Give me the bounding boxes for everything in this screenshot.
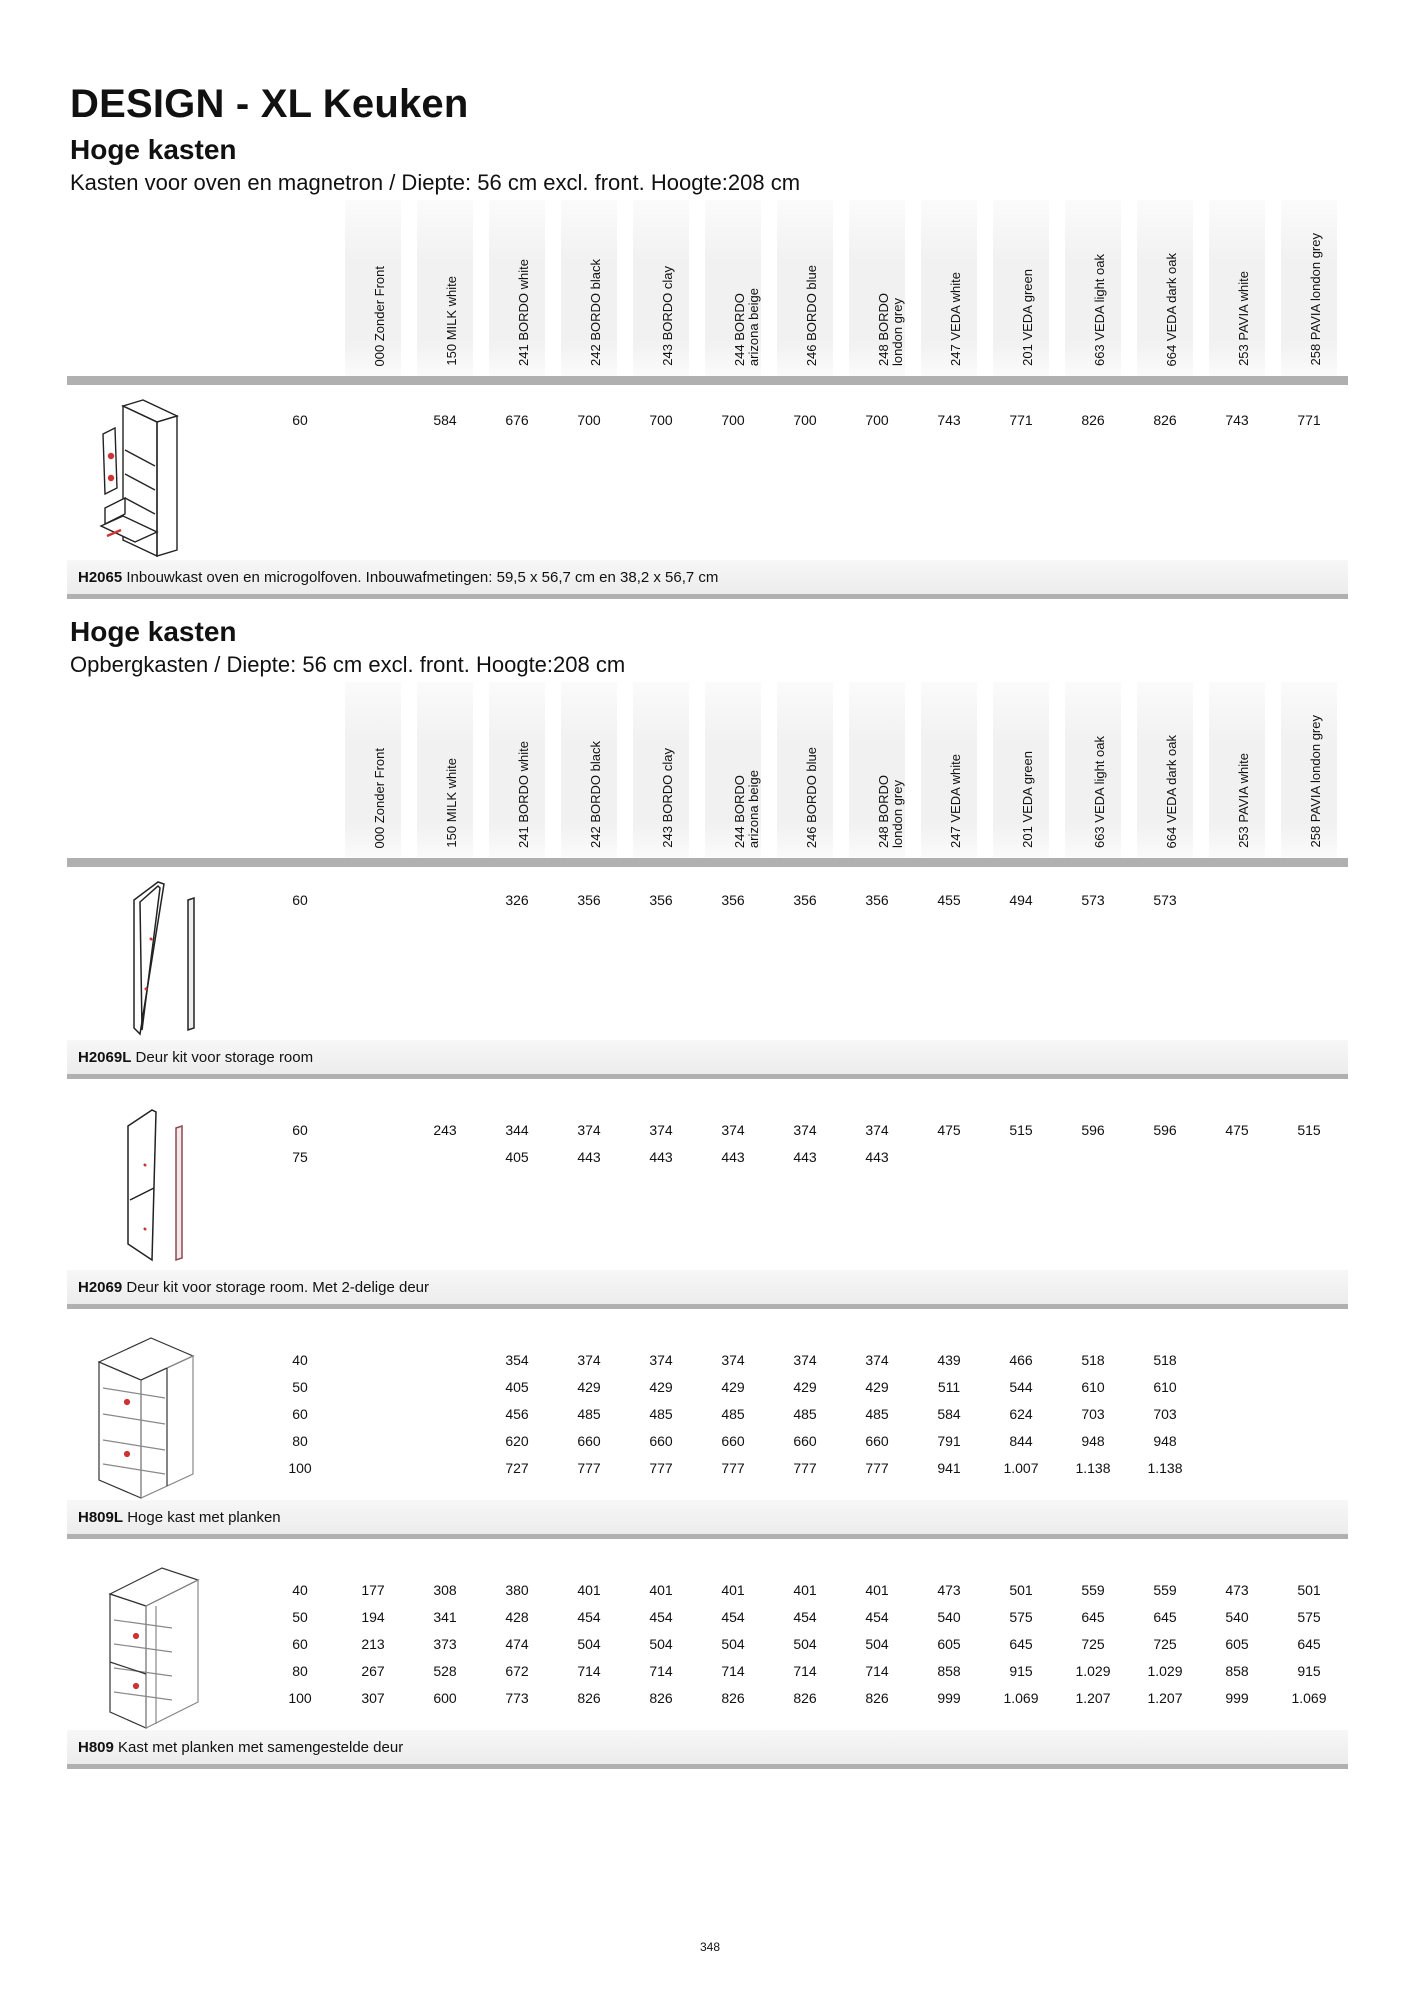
price-cell: 374 bbox=[721, 1352, 745, 1368]
price-cell: 504 bbox=[649, 1636, 673, 1652]
price-cell: 1.069 bbox=[1291, 1690, 1327, 1706]
column-header-label: 664 VEDA dark oak bbox=[1164, 734, 1179, 848]
column-header-label: 150 MILK white bbox=[444, 276, 459, 366]
oven-cabinet-icon bbox=[95, 398, 185, 560]
product-description: Hoge kast met planken bbox=[127, 1509, 281, 1526]
price-cell: 743 bbox=[937, 412, 961, 428]
price-cell: 645 bbox=[1153, 1609, 1177, 1625]
price-cell: 454 bbox=[649, 1609, 673, 1625]
price-cell: 374 bbox=[577, 1352, 601, 1368]
price-cell: 429 bbox=[721, 1379, 745, 1395]
price-cell: 528 bbox=[433, 1663, 457, 1679]
price-cell: 485 bbox=[721, 1406, 745, 1422]
price-cell: 194 bbox=[361, 1609, 385, 1625]
column-header bbox=[1137, 200, 1193, 376]
section-divider bbox=[67, 1534, 1348, 1539]
page-title: DESIGN - XL Keuken bbox=[70, 82, 469, 126]
price-cell: 660 bbox=[721, 1433, 745, 1449]
column-header bbox=[561, 682, 617, 858]
price-cell: 610 bbox=[1081, 1379, 1105, 1395]
price-cell: 485 bbox=[865, 1406, 889, 1422]
column-header-label: 150 MILK white bbox=[444, 758, 459, 848]
product-code: H809L bbox=[78, 1509, 124, 1526]
price-cell: 474 bbox=[505, 1636, 529, 1652]
width-label: 60 bbox=[292, 1636, 308, 1652]
price-cell: 374 bbox=[865, 1122, 889, 1138]
column-header-label: 663 VEDA light oak bbox=[1092, 735, 1107, 848]
column-header-label: 201 VEDA green bbox=[1020, 751, 1035, 848]
price-cell: 596 bbox=[1153, 1122, 1177, 1138]
section-divider bbox=[67, 1764, 1348, 1769]
price-cell: 844 bbox=[1009, 1433, 1033, 1449]
price-cell: 456 bbox=[505, 1406, 529, 1422]
price-cell: 826 bbox=[1153, 412, 1177, 428]
price-cell: 725 bbox=[1081, 1636, 1105, 1652]
column-header-label: 242 BORDO black bbox=[588, 741, 603, 848]
price-cell: 773 bbox=[505, 1690, 529, 1706]
column-header bbox=[345, 682, 401, 858]
price-cell: 504 bbox=[865, 1636, 889, 1652]
price-cell: 475 bbox=[1225, 1122, 1249, 1138]
price-cell: 610 bbox=[1153, 1379, 1177, 1395]
column-header-label: 000 Zonder Front bbox=[372, 747, 387, 848]
price-cell: 494 bbox=[1009, 892, 1033, 908]
column-header bbox=[633, 682, 689, 858]
column-header-label: 247 VEDA white bbox=[948, 272, 963, 366]
price-cell: 777 bbox=[649, 1460, 673, 1476]
product-code: H2065 bbox=[78, 569, 123, 586]
price-cell: 485 bbox=[649, 1406, 673, 1422]
price-cell: 703 bbox=[1153, 1406, 1177, 1422]
price-cell: 1.207 bbox=[1075, 1690, 1111, 1706]
price-cell: 401 bbox=[721, 1582, 745, 1598]
column-header-label: 241 BORDO white bbox=[516, 741, 531, 848]
product-code: H809 bbox=[78, 1739, 114, 1756]
price-cell: 405 bbox=[505, 1379, 529, 1395]
price-cell: 356 bbox=[721, 892, 745, 908]
price-cell: 518 bbox=[1153, 1352, 1177, 1368]
column-header-label: 241 BORDO white bbox=[516, 259, 531, 366]
price-cell: 703 bbox=[1081, 1406, 1105, 1422]
price-cell: 660 bbox=[793, 1433, 817, 1449]
two-part-door-kit-icon bbox=[122, 1108, 202, 1268]
price-cell: 915 bbox=[1009, 1663, 1033, 1679]
price-cell: 213 bbox=[361, 1636, 385, 1652]
price-cell: 356 bbox=[577, 892, 601, 908]
price-cell: 645 bbox=[1081, 1609, 1105, 1625]
column-header bbox=[705, 200, 761, 376]
price-cell: 511 bbox=[937, 1379, 961, 1395]
price-cell: 700 bbox=[865, 412, 889, 428]
price-cell: 700 bbox=[649, 412, 673, 428]
price-cell: 428 bbox=[505, 1609, 529, 1625]
column-header bbox=[921, 682, 977, 858]
price-cell: 714 bbox=[721, 1663, 745, 1679]
column-header-label: 243 BORDO clay bbox=[660, 266, 675, 366]
column-header bbox=[849, 200, 905, 376]
price-cell: 858 bbox=[1225, 1663, 1249, 1679]
price-cell: 307 bbox=[361, 1690, 385, 1706]
price-cell: 515 bbox=[1297, 1122, 1321, 1138]
column-header bbox=[1065, 200, 1121, 376]
price-cell: 727 bbox=[505, 1460, 529, 1476]
product-description: Inbouwkast oven en microgolfoven. Inbouwafmetingen: 59,5 x 56,7 cm en 38,2 x 56,7 cm bbox=[126, 569, 719, 586]
price-cell: 267 bbox=[361, 1663, 385, 1679]
price-cell: 455 bbox=[937, 892, 961, 908]
price-cell: 605 bbox=[937, 1636, 961, 1652]
price-cell: 374 bbox=[793, 1352, 817, 1368]
price-cell: 575 bbox=[1009, 1609, 1033, 1625]
section-divider bbox=[67, 594, 1348, 599]
price-cell: 544 bbox=[1009, 1379, 1033, 1395]
column-header-label: 000 Zonder Front bbox=[372, 265, 387, 366]
price-cell: 374 bbox=[865, 1352, 889, 1368]
column-header bbox=[849, 682, 905, 858]
price-cell: 777 bbox=[865, 1460, 889, 1476]
price-cell: 999 bbox=[937, 1690, 961, 1706]
price-cell: 429 bbox=[649, 1379, 673, 1395]
price-cell: 374 bbox=[649, 1352, 673, 1368]
price-cell: 573 bbox=[1153, 892, 1177, 908]
column-header-label: 243 BORDO clay bbox=[660, 748, 675, 848]
width-label: 60 bbox=[292, 1122, 308, 1138]
price-cell: 374 bbox=[721, 1122, 745, 1138]
product-description: Kast met planken met samengestelde deur bbox=[118, 1739, 404, 1756]
header-divider bbox=[67, 376, 1348, 385]
column-header-label: 248 BORDO london grey bbox=[876, 293, 905, 366]
price-cell: 1.029 bbox=[1075, 1663, 1111, 1679]
section-divider bbox=[67, 1304, 1348, 1309]
price-cell: 401 bbox=[649, 1582, 673, 1598]
price-cell: 308 bbox=[433, 1582, 457, 1598]
column-header bbox=[777, 200, 833, 376]
price-cell: 573 bbox=[1081, 892, 1105, 908]
price-cell: 948 bbox=[1081, 1433, 1105, 1449]
price-cell: 575 bbox=[1297, 1609, 1321, 1625]
price-cell: 501 bbox=[1297, 1582, 1321, 1598]
price-cell: 605 bbox=[1225, 1636, 1249, 1652]
price-cell: 714 bbox=[577, 1663, 601, 1679]
price-cell: 515 bbox=[1009, 1122, 1033, 1138]
product-code: H2069L bbox=[78, 1049, 132, 1066]
price-cell: 429 bbox=[577, 1379, 601, 1395]
width-label: 100 bbox=[288, 1460, 312, 1476]
width-label: 60 bbox=[292, 1406, 308, 1422]
price-cell: 700 bbox=[793, 412, 817, 428]
price-cell: 826 bbox=[865, 1690, 889, 1706]
header-divider bbox=[67, 858, 1348, 867]
price-cell: 485 bbox=[793, 1406, 817, 1422]
product-description: Deur kit voor storage room. Met 2-delige deur bbox=[126, 1279, 430, 1296]
price-cell: 374 bbox=[793, 1122, 817, 1138]
section-2-subheading: Opbergkasten / Diepte: 56 cm excl. front. Hoogte:208 cm bbox=[70, 652, 626, 677]
price-cell: 518 bbox=[1081, 1352, 1105, 1368]
price-cell: 676 bbox=[505, 412, 529, 428]
product-description: Deur kit voor storage room bbox=[135, 1049, 314, 1066]
price-cell: 443 bbox=[865, 1149, 889, 1165]
price-cell: 1.029 bbox=[1147, 1663, 1183, 1679]
price-cell: 1.207 bbox=[1147, 1690, 1183, 1706]
price-cell: 700 bbox=[577, 412, 601, 428]
price-cell: 504 bbox=[577, 1636, 601, 1652]
price-cell: 439 bbox=[937, 1352, 961, 1368]
section-2-heading: Hoge kasten bbox=[70, 616, 237, 647]
price-cell: 596 bbox=[1081, 1122, 1105, 1138]
price-cell: 356 bbox=[649, 892, 673, 908]
price-cell: 645 bbox=[1009, 1636, 1033, 1652]
price-cell: 504 bbox=[793, 1636, 817, 1652]
price-cell: 777 bbox=[793, 1460, 817, 1476]
column-header bbox=[489, 200, 545, 376]
width-label: 50 bbox=[292, 1379, 308, 1395]
price-cell: 473 bbox=[1225, 1582, 1249, 1598]
column-header-label: 246 BORDO blue bbox=[804, 264, 819, 366]
price-cell: 405 bbox=[505, 1149, 529, 1165]
price-cell: 454 bbox=[865, 1609, 889, 1625]
price-cell: 999 bbox=[1225, 1690, 1249, 1706]
column-header bbox=[1065, 682, 1121, 858]
width-label: 60 bbox=[292, 412, 308, 428]
price-cell: 600 bbox=[433, 1690, 457, 1706]
price-cell: 1.007 bbox=[1003, 1460, 1039, 1476]
column-header-label: 242 BORDO black bbox=[588, 259, 603, 366]
price-cell: 401 bbox=[865, 1582, 889, 1598]
column-header bbox=[633, 200, 689, 376]
price-cell: 1.138 bbox=[1147, 1460, 1183, 1476]
width-label: 100 bbox=[288, 1690, 312, 1706]
door-kit-icon bbox=[128, 878, 203, 1036]
page-number: 348 bbox=[699, 1940, 721, 1954]
price-cell: 826 bbox=[721, 1690, 745, 1706]
column-header bbox=[489, 682, 545, 858]
width-label: 50 bbox=[292, 1609, 308, 1625]
price-cell: 454 bbox=[793, 1609, 817, 1625]
price-cell: 326 bbox=[505, 892, 529, 908]
price-cell: 443 bbox=[649, 1149, 673, 1165]
price-cell: 948 bbox=[1153, 1433, 1177, 1449]
price-cell: 443 bbox=[577, 1149, 601, 1165]
price-cell: 743 bbox=[1225, 412, 1249, 428]
column-header-label: 253 PAVIA white bbox=[1236, 271, 1251, 366]
price-cell: 380 bbox=[505, 1582, 529, 1598]
column-header bbox=[417, 682, 473, 858]
price-cell: 941 bbox=[937, 1460, 961, 1476]
composite-door-shelf-cabinet-icon bbox=[100, 1562, 210, 1732]
price-cell: 374 bbox=[649, 1122, 673, 1138]
price-cell: 624 bbox=[1009, 1406, 1033, 1422]
price-cell: 777 bbox=[721, 1460, 745, 1476]
price-cell: 540 bbox=[937, 1609, 961, 1625]
price-cell: 374 bbox=[577, 1122, 601, 1138]
price-cell: 714 bbox=[865, 1663, 889, 1679]
price-cell: 660 bbox=[649, 1433, 673, 1449]
product-caption bbox=[78, 1739, 403, 1756]
price-cell: 645 bbox=[1297, 1636, 1321, 1652]
section-divider bbox=[67, 1074, 1348, 1079]
column-header-label: 244 BORDO arizona beige bbox=[732, 769, 761, 848]
column-header bbox=[705, 682, 761, 858]
column-header bbox=[777, 682, 833, 858]
price-cell: 1.138 bbox=[1075, 1460, 1111, 1476]
price-cell: 714 bbox=[793, 1663, 817, 1679]
column-header-label: 664 VEDA dark oak bbox=[1164, 252, 1179, 366]
width-label: 75 bbox=[292, 1149, 308, 1165]
column-header-label: 246 BORDO blue bbox=[804, 746, 819, 848]
column-header-label: 201 VEDA green bbox=[1020, 269, 1035, 366]
price-cell: 714 bbox=[649, 1663, 673, 1679]
price-cell: 826 bbox=[649, 1690, 673, 1706]
price-cell: 443 bbox=[721, 1149, 745, 1165]
column-header bbox=[417, 200, 473, 376]
price-cell: 672 bbox=[505, 1663, 529, 1679]
column-header bbox=[921, 200, 977, 376]
price-cell: 584 bbox=[433, 412, 457, 428]
price-cell: 826 bbox=[1081, 412, 1105, 428]
column-header-label: 258 PAVIA london grey bbox=[1308, 715, 1323, 848]
product-caption bbox=[78, 1279, 429, 1296]
product-caption bbox=[78, 1509, 281, 1526]
width-label: 80 bbox=[292, 1433, 308, 1449]
price-cell: 401 bbox=[793, 1582, 817, 1598]
price-cell: 826 bbox=[577, 1690, 601, 1706]
price-cell: 356 bbox=[865, 892, 889, 908]
width-label: 80 bbox=[292, 1663, 308, 1679]
price-cell: 620 bbox=[505, 1433, 529, 1449]
shelf-cabinet-icon bbox=[95, 1336, 205, 1501]
price-cell: 559 bbox=[1153, 1582, 1177, 1598]
price-cell: 356 bbox=[793, 892, 817, 908]
price-cell: 475 bbox=[937, 1122, 961, 1138]
column-header bbox=[1209, 682, 1265, 858]
product-caption bbox=[78, 569, 718, 586]
price-cell: 504 bbox=[721, 1636, 745, 1652]
price-cell: 473 bbox=[937, 1582, 961, 1598]
price-cell: 858 bbox=[937, 1663, 961, 1679]
price-cell: 501 bbox=[1009, 1582, 1033, 1598]
price-cell: 373 bbox=[433, 1636, 457, 1652]
column-header-label: 247 VEDA white bbox=[948, 754, 963, 848]
column-header-label: 244 BORDO arizona beige bbox=[732, 287, 761, 366]
price-cell: 485 bbox=[577, 1406, 601, 1422]
column-header-label: 248 BORDO london grey bbox=[876, 775, 905, 848]
price-cell: 429 bbox=[793, 1379, 817, 1395]
column-header bbox=[1137, 682, 1193, 858]
column-header bbox=[1281, 682, 1337, 858]
price-cell: 344 bbox=[505, 1122, 529, 1138]
price-cell: 771 bbox=[1297, 412, 1321, 428]
width-label: 40 bbox=[292, 1582, 308, 1598]
column-header bbox=[345, 200, 401, 376]
price-cell: 791 bbox=[937, 1433, 961, 1449]
price-cell: 354 bbox=[505, 1352, 529, 1368]
price-cell: 454 bbox=[577, 1609, 601, 1625]
price-cell: 826 bbox=[793, 1690, 817, 1706]
column-header bbox=[993, 200, 1049, 376]
column-header-label: 663 VEDA light oak bbox=[1092, 253, 1107, 366]
price-cell: 660 bbox=[577, 1433, 601, 1449]
price-cell: 540 bbox=[1225, 1609, 1249, 1625]
price-cell: 915 bbox=[1297, 1663, 1321, 1679]
section-1-subheading: Kasten voor oven en magnetron / Diepte: 56 cm excl. front. Hoogte:208 cm bbox=[70, 170, 801, 195]
price-cell: 660 bbox=[865, 1433, 889, 1449]
price-cell: 725 bbox=[1153, 1636, 1177, 1652]
product-caption bbox=[78, 1049, 313, 1066]
price-cell: 1.069 bbox=[1003, 1690, 1039, 1706]
price-cell: 700 bbox=[721, 412, 745, 428]
column-header-label: 258 PAVIA london grey bbox=[1308, 233, 1323, 366]
price-cell: 429 bbox=[865, 1379, 889, 1395]
price-cell: 771 bbox=[1009, 412, 1033, 428]
price-cell: 559 bbox=[1081, 1582, 1105, 1598]
width-label: 60 bbox=[292, 892, 308, 908]
column-header-label: 253 PAVIA white bbox=[1236, 753, 1251, 848]
price-cell: 341 bbox=[433, 1609, 457, 1625]
price-cell: 401 bbox=[577, 1582, 601, 1598]
column-header bbox=[993, 682, 1049, 858]
price-cell: 777 bbox=[577, 1460, 601, 1476]
column-header bbox=[1281, 200, 1337, 376]
price-cell: 177 bbox=[361, 1582, 385, 1598]
price-cell: 243 bbox=[433, 1122, 457, 1138]
width-label: 40 bbox=[292, 1352, 308, 1368]
price-cell: 584 bbox=[937, 1406, 961, 1422]
price-cell: 454 bbox=[721, 1609, 745, 1625]
price-cell: 443 bbox=[793, 1149, 817, 1165]
column-header bbox=[561, 200, 617, 376]
section-1-heading: Hoge kasten bbox=[70, 134, 237, 165]
price-cell: 466 bbox=[1009, 1352, 1033, 1368]
column-header bbox=[1209, 200, 1265, 376]
product-code: H2069 bbox=[78, 1279, 123, 1296]
